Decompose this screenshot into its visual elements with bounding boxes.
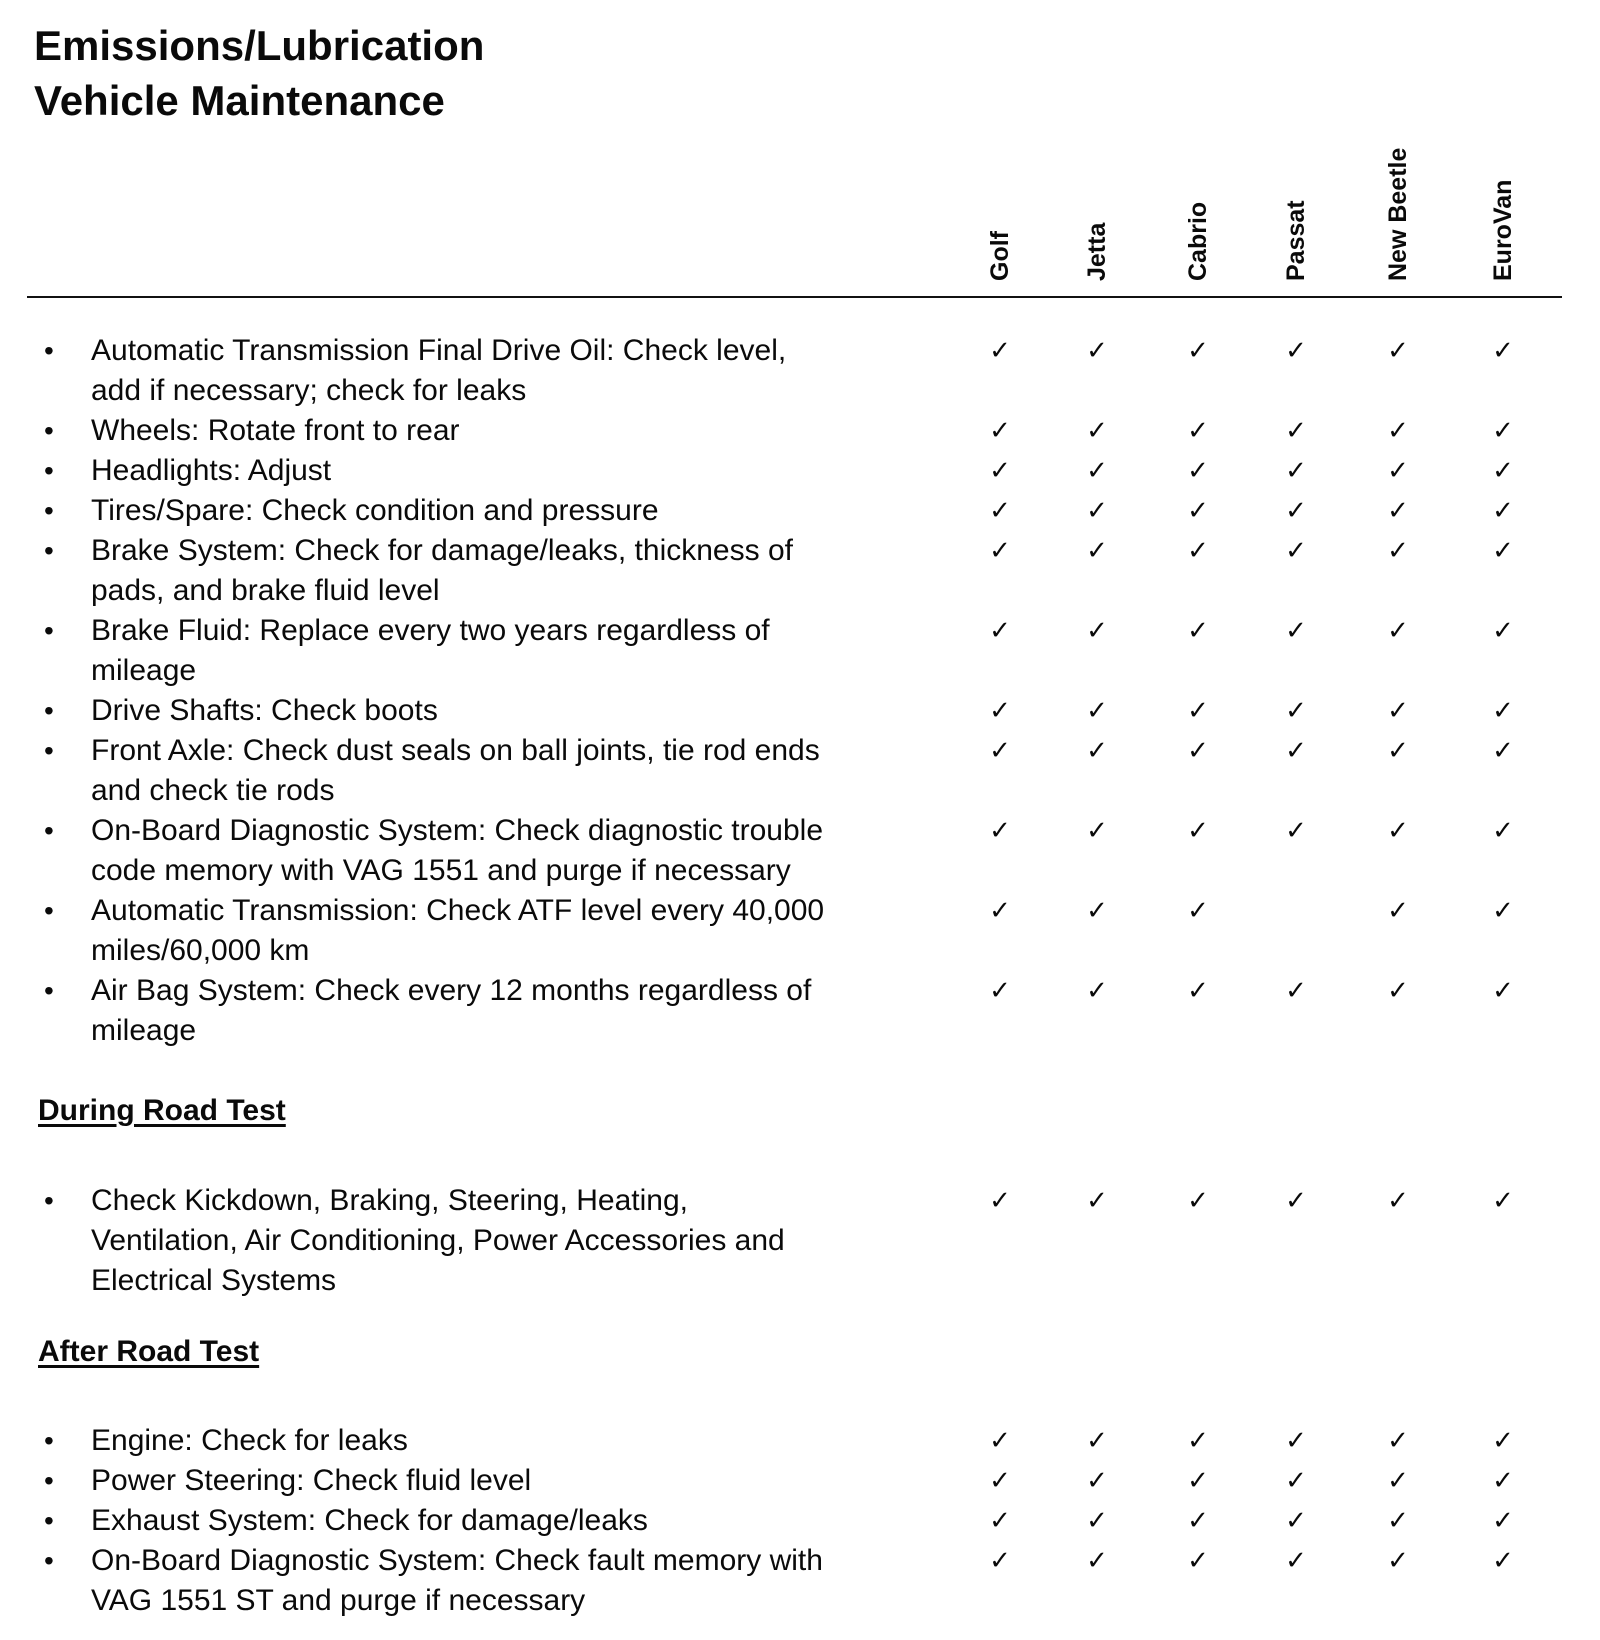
column-header-label: EuroVan: [1489, 179, 1517, 281]
check-mark-eurovan: ✓: [1492, 1506, 1514, 1536]
column-header-jetta: [1067, 100, 1127, 285]
check-mark-passat: ✓: [1285, 1546, 1307, 1576]
check-mark-cabrio: ✓: [1187, 1186, 1209, 1216]
check-mark-new-beetle: ✓: [1387, 976, 1409, 1006]
check-mark-jetta: ✓: [1086, 736, 1108, 766]
check-mark-eurovan: ✓: [1492, 1466, 1514, 1496]
check-mark-golf: ✓: [989, 1426, 1011, 1456]
check-mark-cabrio: ✓: [1187, 336, 1209, 366]
item-description: [91, 811, 951, 891]
check-mark-jetta: ✓: [1086, 1466, 1108, 1496]
check-mark-passat: ✓: [1285, 536, 1307, 566]
check-mark-passat: ✓: [1285, 736, 1307, 766]
check-mark-jetta: ✓: [1086, 416, 1108, 446]
title-line-2: Vehicle Maintenance: [34, 77, 445, 124]
column-header-passat: [1266, 100, 1326, 285]
check-mark-cabrio: ✓: [1187, 416, 1209, 446]
item-description-line: code memory with VAG 1551 and purge if necessary: [91, 854, 791, 887]
check-mark-golf: ✓: [989, 816, 1011, 846]
check-mark-cabrio: ✓: [1187, 456, 1209, 486]
check-mark-new-beetle: ✓: [1387, 1186, 1409, 1216]
item-description-line: Wheels: Rotate front to rear: [91, 414, 460, 447]
check-mark-golf: ✓: [989, 536, 1011, 566]
check-mark-passat: ✓: [1285, 456, 1307, 486]
column-header-label: Jetta: [1083, 222, 1111, 281]
bullet-icon: •: [44, 1505, 54, 1536]
bullet-icon: •: [44, 1425, 54, 1456]
check-mark-cabrio: ✓: [1187, 736, 1209, 766]
bullet-icon: •: [44, 335, 54, 366]
check-mark-new-beetle: ✓: [1387, 1546, 1409, 1576]
item-description-line: Front Axle: Check dust seals on ball joints, tie rod ends: [91, 734, 820, 767]
item-description-line: On-Board Diagnostic System: Check diagnostic trouble: [91, 814, 824, 847]
item-description-line: Headlights: Adjust: [91, 454, 332, 487]
item-description-line: Tires/Spare: Check condition and pressure: [91, 494, 659, 527]
column-header-golf: [970, 100, 1030, 285]
item-description: [91, 1461, 951, 1501]
check-mark-golf: ✓: [989, 1506, 1011, 1536]
column-header-label: New Beetle: [1384, 147, 1412, 281]
header-rule: [27, 296, 1562, 298]
check-mark-cabrio: ✓: [1187, 616, 1209, 646]
bullet-icon: •: [44, 535, 54, 566]
bullet-icon: •: [44, 975, 54, 1006]
check-mark-new-beetle: ✓: [1387, 536, 1409, 566]
check-mark-golf: ✓: [989, 896, 1011, 926]
check-mark-passat: ✓: [1285, 1506, 1307, 1536]
item-description: [91, 731, 951, 811]
item-description-line: Power Steering: Check fluid level: [91, 1464, 532, 1497]
item-description: [91, 411, 951, 451]
item-description-line: Exhaust System: Check for damage/leaks: [91, 1504, 648, 1537]
check-mark-cabrio: ✓: [1187, 976, 1209, 1006]
item-description-line: VAG 1551 ST and purge if necessary: [91, 1584, 586, 1617]
check-mark-cabrio: ✓: [1187, 1546, 1209, 1576]
item-description: [91, 1421, 951, 1461]
check-mark-new-beetle: ✓: [1387, 496, 1409, 526]
check-mark-new-beetle: ✓: [1387, 816, 1409, 846]
item-description-line: Brake Fluid: Replace every two years regardless of: [91, 614, 770, 647]
bullet-icon: •: [44, 735, 54, 766]
check-mark-jetta: ✓: [1086, 696, 1108, 726]
item-description: [91, 611, 951, 691]
column-header-cabrio: [1168, 100, 1228, 285]
check-mark-passat: ✓: [1285, 1466, 1307, 1496]
check-mark-new-beetle: ✓: [1387, 1466, 1409, 1496]
check-mark-jetta: ✓: [1086, 976, 1108, 1006]
item-description-line: Brake System: Check for damage/leaks, thickness of: [91, 534, 793, 567]
item-description: [91, 1501, 951, 1541]
check-mark-new-beetle: ✓: [1387, 336, 1409, 366]
check-mark-jetta: ✓: [1086, 336, 1108, 366]
bullet-icon: •: [44, 1185, 54, 1216]
item-description-line: Drive Shafts: Check boots: [91, 694, 438, 727]
check-mark-passat: ✓: [1285, 696, 1307, 726]
bullet-icon: •: [44, 1465, 54, 1496]
check-mark-new-beetle: ✓: [1387, 456, 1409, 486]
check-mark-eurovan: ✓: [1492, 896, 1514, 926]
check-mark-eurovan: ✓: [1492, 816, 1514, 846]
document-title: [34, 18, 484, 128]
bullet-icon: •: [44, 1545, 54, 1576]
check-mark-passat: ✓: [1285, 816, 1307, 846]
item-description-line: Engine: Check for leaks: [91, 1424, 408, 1457]
title-line-1: Emissions/Lubrication: [34, 22, 485, 69]
bullet-icon: •: [44, 495, 54, 526]
check-mark-golf: ✓: [989, 1186, 1011, 1216]
check-mark-jetta: ✓: [1086, 536, 1108, 566]
item-description-line: On-Board Diagnostic System: Check fault memory with: [91, 1544, 823, 1577]
column-header-eurovan: [1473, 100, 1533, 285]
check-mark-new-beetle: ✓: [1387, 696, 1409, 726]
column-header-label: Cabrio: [1184, 201, 1212, 281]
check-mark-passat: ✓: [1285, 616, 1307, 646]
bullet-icon: •: [44, 615, 54, 646]
check-mark-new-beetle: ✓: [1387, 616, 1409, 646]
item-description-line: Automatic Transmission Final Drive Oil: Check level,: [91, 334, 787, 367]
check-mark-passat: ✓: [1285, 336, 1307, 366]
check-mark-passat: ✓: [1285, 976, 1307, 1006]
check-mark-cabrio: ✓: [1187, 816, 1209, 846]
item-description-line: Ventilation, Air Conditioning, Power Accessories and: [91, 1224, 785, 1257]
item-description-line: Electrical Systems: [91, 1264, 337, 1297]
item-description-line: add if necessary; check for leaks: [91, 374, 527, 407]
check-mark-new-beetle: ✓: [1387, 416, 1409, 446]
check-mark-cabrio: ✓: [1187, 1426, 1209, 1456]
check-mark-jetta: ✓: [1086, 1546, 1108, 1576]
check-mark-eurovan: ✓: [1492, 536, 1514, 566]
check-mark-eurovan: ✓: [1492, 496, 1514, 526]
item-description: [91, 451, 951, 491]
check-mark-golf: ✓: [989, 336, 1011, 366]
item-description: [91, 691, 951, 731]
column-header-label: Golf: [986, 231, 1014, 281]
section-heading-during-road-test: During Road Test: [38, 1094, 286, 1127]
item-description-line: Check Kickdown, Braking, Steering, Heating,: [91, 1184, 688, 1217]
item-description: [91, 1541, 951, 1621]
check-mark-eurovan: ✓: [1492, 976, 1514, 1006]
check-mark-passat: ✓: [1285, 416, 1307, 446]
check-mark-cabrio: ✓: [1187, 536, 1209, 566]
check-mark-golf: ✓: [989, 976, 1011, 1006]
check-mark-golf: ✓: [989, 736, 1011, 766]
check-mark-golf: ✓: [989, 1466, 1011, 1496]
check-mark-new-beetle: ✓: [1387, 1506, 1409, 1536]
item-description: [91, 971, 951, 1051]
bullet-icon: •: [44, 895, 54, 926]
check-mark-eurovan: ✓: [1492, 456, 1514, 486]
check-mark-eurovan: ✓: [1492, 416, 1514, 446]
check-mark-passat: ✓: [1285, 1186, 1307, 1216]
check-mark-passat: ✓: [1285, 1426, 1307, 1456]
check-mark-cabrio: ✓: [1187, 696, 1209, 726]
check-mark-eurovan: ✓: [1492, 696, 1514, 726]
item-description: [91, 331, 951, 411]
check-mark-jetta: ✓: [1086, 616, 1108, 646]
check-mark-eurovan: ✓: [1492, 1186, 1514, 1216]
check-mark-cabrio: ✓: [1187, 896, 1209, 926]
check-mark-eurovan: ✓: [1492, 616, 1514, 646]
item-description-line: Automatic Transmission: Check ATF level every 40,000: [91, 894, 825, 927]
item-description: [91, 491, 951, 531]
check-mark-eurovan: ✓: [1492, 336, 1514, 366]
check-mark-eurovan: ✓: [1492, 1426, 1514, 1456]
check-mark-jetta: ✓: [1086, 456, 1108, 486]
check-mark-golf: ✓: [989, 616, 1011, 646]
check-mark-new-beetle: ✓: [1387, 896, 1409, 926]
check-mark-eurovan: ✓: [1492, 1546, 1514, 1576]
bullet-icon: •: [44, 415, 54, 446]
check-mark-new-beetle: ✓: [1387, 1426, 1409, 1456]
check-mark-golf: ✓: [989, 1546, 1011, 1576]
check-mark-jetta: ✓: [1086, 1506, 1108, 1536]
check-mark-passat: ✓: [1285, 496, 1307, 526]
check-mark-jetta: ✓: [1086, 896, 1108, 926]
check-mark-cabrio: ✓: [1187, 1466, 1209, 1496]
check-mark-eurovan: ✓: [1492, 736, 1514, 766]
item-description-line: mileage: [91, 654, 197, 687]
bullet-icon: •: [44, 815, 54, 846]
check-mark-jetta: ✓: [1086, 816, 1108, 846]
check-mark-jetta: ✓: [1086, 1426, 1108, 1456]
item-description: [91, 531, 951, 611]
check-mark-new-beetle: ✓: [1387, 736, 1409, 766]
section-heading-after-road-test: After Road Test: [38, 1335, 260, 1368]
item-description-line: and check tie rods: [91, 774, 335, 807]
check-mark-golf: ✓: [989, 416, 1011, 446]
check-mark-jetta: ✓: [1086, 496, 1108, 526]
check-mark-golf: ✓: [989, 696, 1011, 726]
item-description: [91, 891, 951, 971]
check-mark-jetta: ✓: [1086, 1186, 1108, 1216]
item-description-line: miles/60,000 km: [91, 934, 310, 967]
bullet-icon: •: [44, 455, 54, 486]
bullet-icon: •: [44, 695, 54, 726]
item-description-line: pads, and brake fluid level: [91, 574, 440, 607]
column-header-label: Passat: [1282, 200, 1310, 281]
check-mark-cabrio: ✓: [1187, 496, 1209, 526]
item-description: [91, 1181, 951, 1301]
check-mark-cabrio: ✓: [1187, 1506, 1209, 1536]
check-mark-golf: ✓: [989, 456, 1011, 486]
check-mark-golf: ✓: [989, 496, 1011, 526]
item-description-line: mileage: [91, 1014, 197, 1047]
column-header-new-beetle: [1368, 100, 1428, 285]
item-description-line: Air Bag System: Check every 12 months regardless of: [91, 974, 812, 1007]
